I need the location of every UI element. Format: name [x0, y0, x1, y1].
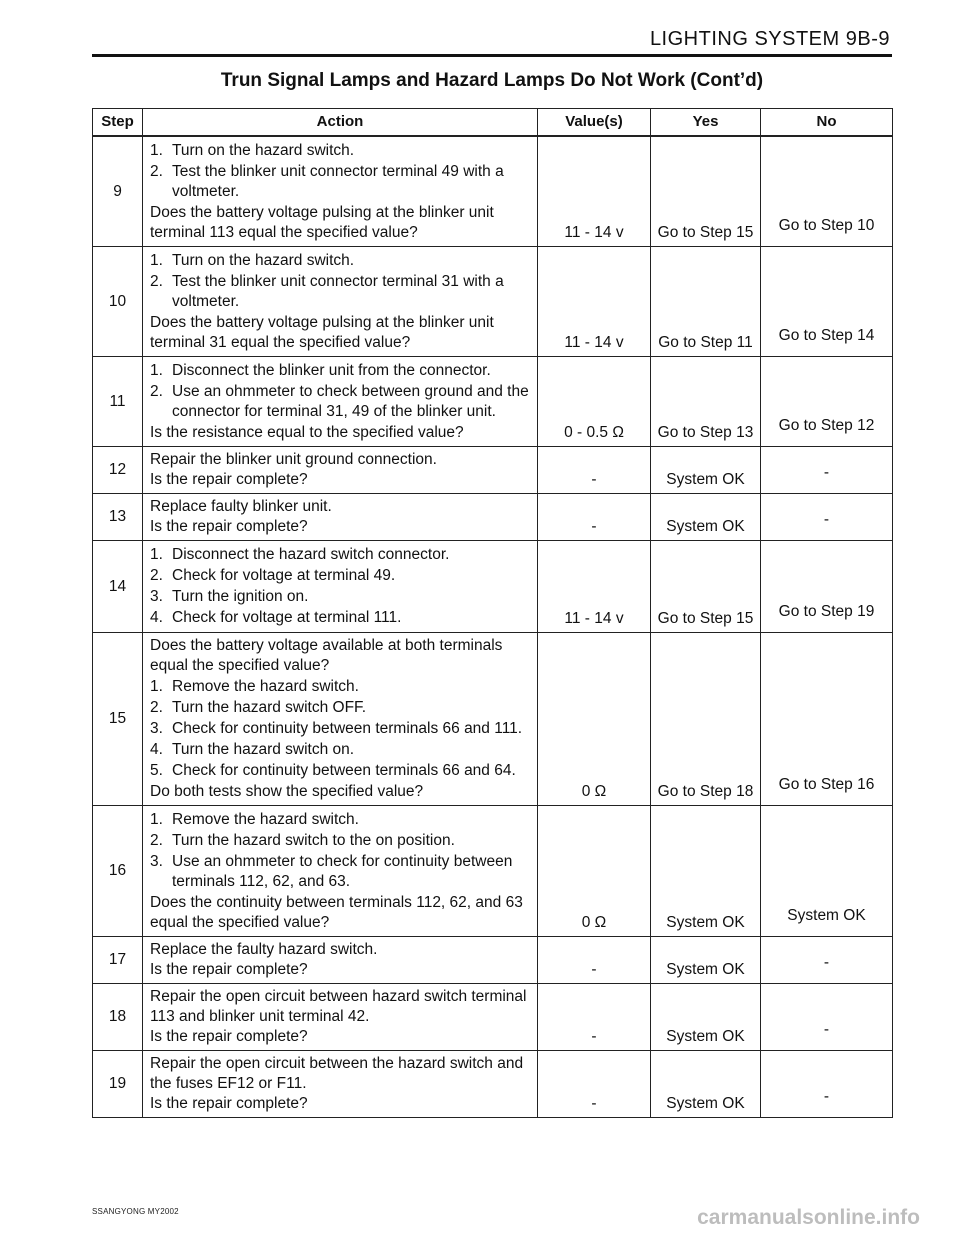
action-intro: Replace faulty blinker unit.	[150, 498, 332, 515]
action-step-item	[150, 382, 531, 422]
item-number: 3.	[150, 588, 163, 605]
action-cell	[143, 806, 538, 937]
item-text: Turn on the hazard switch.	[172, 252, 355, 269]
step-number: 19	[93, 1051, 143, 1118]
diagnostic-table	[92, 108, 893, 1118]
table-row	[93, 937, 893, 984]
action-cell	[143, 541, 538, 633]
item-text: Disconnect the hazard switch connector.	[172, 546, 450, 563]
item-number: 5.	[150, 762, 163, 779]
no-cell: -	[761, 494, 893, 541]
yes-cell: System OK	[651, 1051, 761, 1118]
action-question: Is the repair complete?	[150, 518, 308, 535]
item-text: Turn the ignition on.	[172, 588, 309, 605]
action-step-item	[150, 810, 531, 830]
page-title: Trun Signal Lamps and Hazard Lamps Do Not Work (Cont’d)	[220, 70, 764, 91]
item-number: 4.	[150, 741, 163, 758]
item-number: 2.	[150, 273, 163, 290]
item-text: Test the blinker unit connector terminal 49 with a voltmeter.	[172, 163, 504, 200]
item-number: 1.	[150, 546, 163, 563]
step-number: 10	[93, 247, 143, 357]
item-text: Use an ohmmeter to check for continuity between terminals 112, 62, and 63.	[172, 853, 513, 890]
action-question: Is the repair complete?	[150, 471, 308, 488]
action-question: Does the battery voltage pulsing at the blinker unit terminal 31 equal the specified value?	[150, 314, 494, 351]
table-body	[93, 136, 893, 1118]
item-text: Turn the hazard switch on.	[172, 741, 355, 758]
value-cell: 0 - 0.5 Ω	[538, 357, 651, 447]
action-step-item	[150, 272, 531, 312]
action-step-item	[150, 719, 531, 739]
no-cell: Go to Step 14	[761, 247, 893, 357]
action-question: Is the repair complete?	[150, 1095, 308, 1112]
action-step-item	[150, 852, 531, 892]
item-text: Check for voltage at terminal 111.	[172, 609, 402, 626]
item-text: Disconnect the blinker unit from the connector.	[172, 362, 491, 379]
step-number: 16	[93, 806, 143, 937]
item-text: Check for voltage at terminal 49.	[172, 567, 396, 584]
table-row	[93, 806, 893, 937]
no-cell: Go to Step 16	[761, 633, 893, 806]
yes-cell: System OK	[651, 984, 761, 1051]
value-cell: -	[538, 447, 651, 494]
action-question: Does the continuity between terminals 112, 62, and 63 equal the specified value?	[150, 894, 523, 931]
action-step-item	[150, 141, 531, 161]
item-number: 2.	[150, 383, 163, 400]
action-step-item	[150, 545, 531, 565]
action-step-item	[150, 740, 531, 760]
value-cell: -	[538, 984, 651, 1051]
value-cell: 11 - 14 v	[538, 247, 651, 357]
header-step: Step	[93, 109, 143, 137]
header-rule	[92, 54, 892, 57]
item-number: 1.	[150, 252, 163, 269]
action-step-item	[150, 162, 531, 202]
item-text: Turn on the hazard switch.	[172, 142, 355, 159]
action-intro: Repair the open circuit between hazard switch terminal 113 and blinker unit terminal 42.	[150, 988, 527, 1025]
yes-cell: Go to Step 15	[651, 541, 761, 633]
table-row	[93, 633, 893, 806]
step-number: 14	[93, 541, 143, 633]
action-intro: Replace the faulty hazard switch.	[150, 941, 378, 958]
action-cell	[143, 357, 538, 447]
value-cell: 0 Ω	[538, 806, 651, 937]
value-cell: 0 Ω	[538, 633, 651, 806]
header-no: No	[761, 109, 893, 137]
no-cell: System OK	[761, 806, 893, 937]
no-cell: Go to Step 10	[761, 136, 893, 247]
watermark: carmanualsonline.info	[697, 1206, 920, 1229]
value-cell: 11 - 14 v	[538, 136, 651, 247]
yes-cell: System OK	[651, 806, 761, 937]
action-step-item	[150, 587, 531, 607]
action-step-item	[150, 677, 531, 697]
step-number: 17	[93, 937, 143, 984]
footer-brand: SSANGYONG MY2002	[92, 1207, 179, 1216]
table-row	[93, 1051, 893, 1118]
action-question: Does the battery voltage pulsing at the blinker unit terminal 113 equal the specified value?	[150, 204, 494, 241]
item-text: Use an ohmmeter to check between ground and the connector for terminal 31, 49 of the blinker unit.	[172, 383, 529, 420]
item-text: Turn the hazard switch to the on position.	[172, 832, 455, 849]
action-cell	[143, 136, 538, 247]
table-row	[93, 247, 893, 357]
action-step-item	[150, 608, 531, 628]
item-number: 2.	[150, 832, 163, 849]
step-number: 15	[93, 633, 143, 806]
item-number: 1.	[150, 142, 163, 159]
item-text: Remove the hazard switch.	[172, 811, 359, 828]
yes-cell: Go to Step 11	[651, 247, 761, 357]
step-number: 18	[93, 984, 143, 1051]
yes-cell: System OK	[651, 937, 761, 984]
step-number: 11	[93, 357, 143, 447]
step-number: 12	[93, 447, 143, 494]
table-row	[93, 136, 893, 247]
no-cell: Go to Step 19	[761, 541, 893, 633]
action-cell	[143, 937, 538, 984]
item-text: Check for continuity between terminals 66 and 111.	[172, 720, 523, 737]
action-step-item	[150, 698, 531, 718]
no-cell: -	[761, 984, 893, 1051]
item-number: 3.	[150, 720, 163, 737]
action-cell	[143, 633, 538, 806]
item-number: 1.	[150, 678, 163, 695]
item-text: Remove the hazard switch.	[172, 678, 359, 695]
yes-cell: Go to Step 15	[651, 136, 761, 247]
item-number: 2.	[150, 163, 163, 180]
action-question: Is the repair complete?	[150, 961, 308, 978]
action-step-item	[150, 761, 531, 781]
action-question: Is the resistance equal to the specified value?	[150, 424, 464, 441]
table-row	[93, 541, 893, 633]
no-cell: -	[761, 1051, 893, 1118]
action-cell	[143, 984, 538, 1051]
table-row	[93, 447, 893, 494]
no-cell: Go to Step 12	[761, 357, 893, 447]
yes-cell: Go to Step 18	[651, 633, 761, 806]
value-cell: -	[538, 1051, 651, 1118]
action-step-item	[150, 831, 531, 851]
item-number: 2.	[150, 699, 163, 716]
action-cell	[143, 247, 538, 357]
item-number: 2.	[150, 567, 163, 584]
yes-cell: System OK	[651, 447, 761, 494]
action-intro: Repair the open circuit between the hazard switch and the fuses EF12 or F11.	[150, 1055, 524, 1092]
header-values: Value(s)	[538, 109, 651, 137]
item-text: Turn the hazard switch OFF.	[172, 699, 367, 716]
item-number: 1.	[150, 362, 163, 379]
action-cell	[143, 494, 538, 541]
section-header: LIGHTING SYSTEM 9B-9	[649, 28, 890, 50]
yes-cell: Go to Step 13	[651, 357, 761, 447]
item-text: Check for continuity between terminals 66 and 64.	[172, 762, 516, 779]
table-row	[93, 357, 893, 447]
action-intro: Does the battery voltage available at both terminals equal the specified value?	[150, 637, 503, 674]
action-step-item	[150, 361, 531, 381]
step-number: 9	[93, 136, 143, 247]
item-number: 1.	[150, 811, 163, 828]
yes-cell: System OK	[651, 494, 761, 541]
value-cell: 11 - 14 v	[538, 541, 651, 633]
item-number: 4.	[150, 609, 163, 626]
value-cell: -	[538, 494, 651, 541]
action-question: Is the repair complete?	[150, 1028, 308, 1045]
action-cell	[143, 447, 538, 494]
action-question: Do both tests show the specified value?	[150, 783, 424, 800]
action-intro: Repair the blinker unit ground connection.	[150, 451, 437, 468]
table-row	[93, 494, 893, 541]
value-cell: -	[538, 937, 651, 984]
no-cell: -	[761, 937, 893, 984]
item-number: 3.	[150, 853, 163, 870]
action-step-item	[150, 251, 531, 271]
step-number: 13	[93, 494, 143, 541]
action-step-item	[150, 566, 531, 586]
header-yes: Yes	[651, 109, 761, 137]
action-cell	[143, 1051, 538, 1118]
table-header-row	[93, 109, 893, 137]
item-text: Test the blinker unit connector terminal 31 with a voltmeter.	[172, 273, 504, 310]
no-cell: -	[761, 447, 893, 494]
table-row	[93, 984, 893, 1051]
header-action: Action	[143, 109, 538, 137]
